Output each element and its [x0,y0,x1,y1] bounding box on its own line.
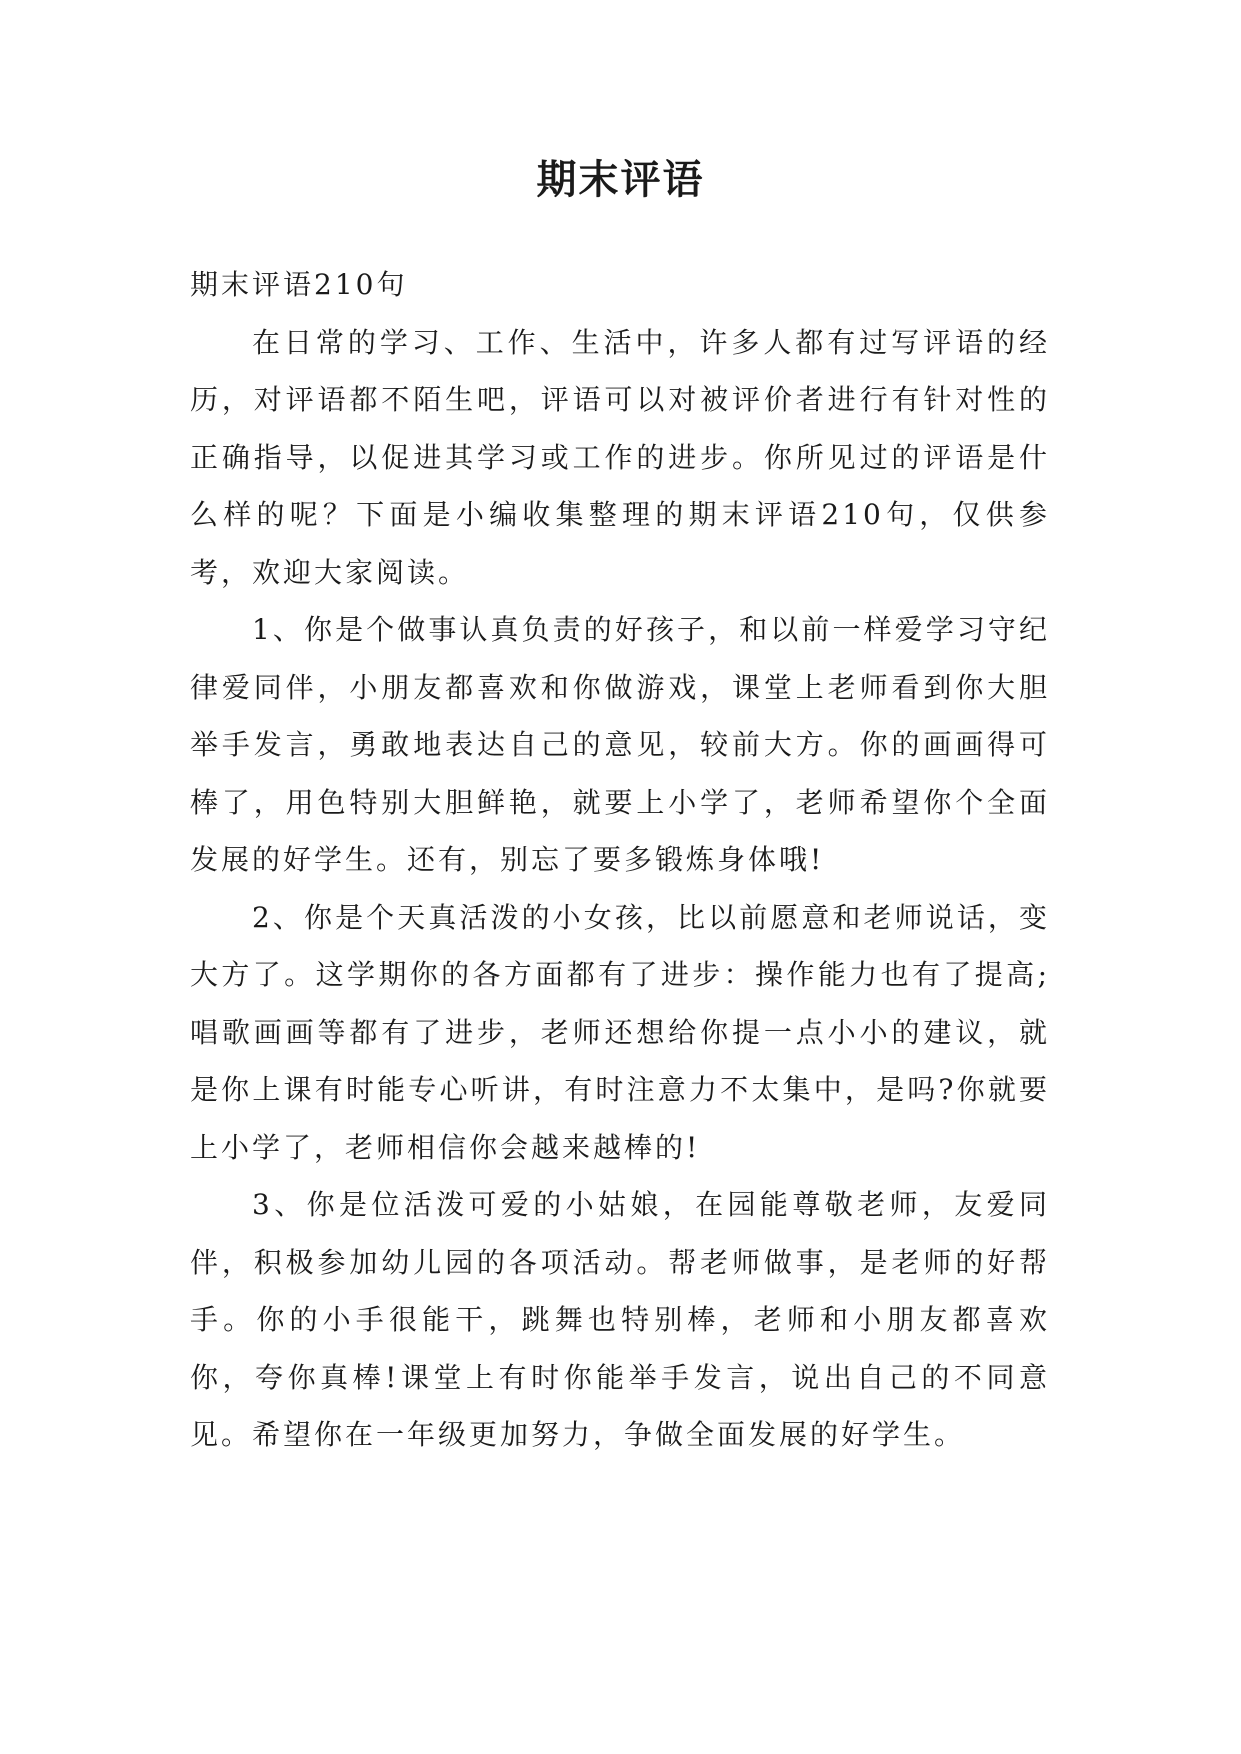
comment-paragraph-1: 1、你是个做事认真负责的好孩子，和以前一样爱学习守纪律爱同伴，小朋友都喜欢和你做游戏，课堂上老师看到你大胆举手发言，勇敢地表达自己的意见，较前大方。你的画画得可棒了，用色特别大胆鲜艳，就要上小学了，老师希望你个全面发展的好学生。还有，别忘了要多锻炼身体哦! [190,613,1050,876]
document-body [190,256,1050,1464]
document-subtitle: 期末评语210句 [190,268,408,301]
intro-paragraph: 在日常的学习、工作、生活中，许多人都有过写评语的经历，对评语都不陌生吧，评语可以对被评价者进行有针对性的正确指导，以促进其学习或工作的进步。你所见过的评语是什么样的呢？下面是小编收集整理的期末评语210句，仅供参考，欢迎大家阅读。 [190,325,1050,589]
comment-paragraph-3: 3、你是位活泼可爱的小姑娘，在园能尊敬老师，友爱同伴，积极参加幼儿园的各项活动。帮老师做事，是老师的好帮手。你的小手很能干，跳舞也特别棒，老师和小朋友都喜欢你，夸你真棒!课堂上有时你能举手发言，说出自己的不同意见。希望你在一年级更加努力，争做全面发展的好学生。 [190,1188,1050,1451]
page-title: 期末评语 [536,157,705,203]
comment-paragraph-2: 2、你是个天真活泼的小女孩，比以前愿意和老师说话，变大方了。这学期你的各方面都有了进步：操作能力也有了提高;唱歌画画等都有了进步，老师还想给你提一点小小的建议，就是你上课有时能专心听讲，有时注意力不太集中，是吗?你就要上小学了，老师相信你会越来越棒的! [190,900,1050,1164]
